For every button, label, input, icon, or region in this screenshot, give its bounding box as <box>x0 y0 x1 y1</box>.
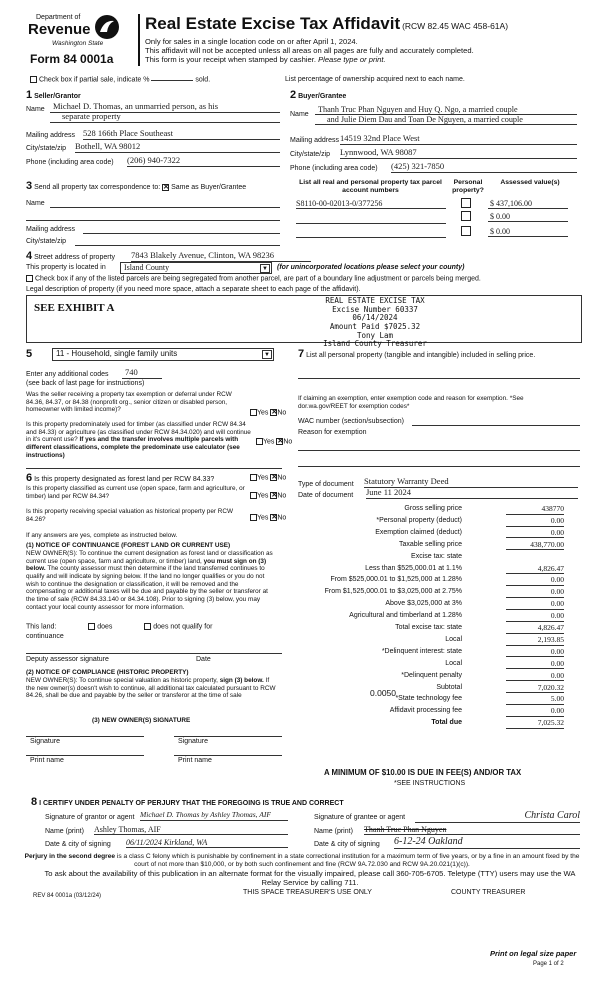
parcel-col1-header: List all real and personal property tax parcel account numbers <box>299 179 442 194</box>
personal-property-checkbox-2[interactable] <box>461 211 471 221</box>
buyer-city-label: City/state/zip <box>290 151 331 158</box>
q-timber: Is this property predominately used for timber (as classified under RCW 84.34 and 84.33) or agriculture (as classified under RCW 84.34.020) and will continue in it's current use? If yes and the transfer involves multiple parcels with different classifications, complete the predominate use calculator (see instructions) <box>26 421 251 459</box>
same-as-buyer-checkbox[interactable] <box>162 184 169 191</box>
fin-row <box>296 684 564 694</box>
parcel-account-3[interactable] <box>296 237 446 238</box>
partial-sale-percent[interactable] <box>151 80 193 81</box>
this-land-row: This land: does does not qualify for <box>26 623 213 631</box>
deputy-date-label: Date <box>196 656 211 663</box>
corr-name-line[interactable] <box>50 207 280 208</box>
certify-heading: 8 I CERTIFY UNDER PENALTY OF PERJURY THAT THE FOREGOING IS TRUE AND CORRECT <box>31 796 344 808</box>
q-historic-answer: Yes ✕ No <box>250 514 286 522</box>
logo-name: Revenue <box>28 21 91 38</box>
personal-property-checkbox-3[interactable] <box>461 226 471 236</box>
fin-label: Less than $525,000.01 at 1.1% <box>365 564 462 572</box>
fin-value[interactable]: 5.00 <box>506 695 564 705</box>
buyer-mailing[interactable]: 14519 32nd Place West <box>340 134 577 145</box>
grantee-sig-label: Signature of grantee or agent <box>314 814 406 821</box>
doc-date-label: Date of document <box>298 492 354 499</box>
fin-value[interactable]: 0.00 <box>506 648 564 658</box>
timber-yes-checkbox[interactable] <box>256 438 263 445</box>
treasurer-use-only: THIS SPACE TREASURER'S USE ONLY <box>243 889 372 896</box>
fin-value[interactable]: 0.00 <box>506 600 564 610</box>
wac-label: WAC number (section/subsection) <box>298 418 404 425</box>
section5-divider <box>26 468 282 469</box>
rev-number: REV 84 0001a (03/12/24) <box>33 893 102 899</box>
county-select[interactable]: Island County ▼ <box>120 262 272 274</box>
corr-name-label: Name <box>26 200 45 207</box>
notice-continuance-text: NEW OWNER(S): To continue the current designation as forest land or classification as current use (open space, farm and agriculture, or timber) land, you must sign on (3) below. The county assessor must then determine if the land transferred continues to qualify and will indicate by signing below. If the land no longer qualifies or you do not wish to continue the designation or classification, it will be removed and the compensating or additional taxes will be due and payable by the seller or transferor at the time of sale (RCW 84.33.140 or 84.34.108). Prior to signing (3) below, you may contact your local county assessor for more information. <box>26 550 273 611</box>
fin-row <box>296 517 564 527</box>
fin-row <box>296 660 564 670</box>
forest-no-checkbox[interactable] <box>270 474 277 481</box>
parcel-personal-3 <box>461 226 471 236</box>
deputy-sig-label: Deputy assessor signature <box>26 656 109 663</box>
parcel-value-2[interactable]: $ 0.00 <box>488 212 568 222</box>
owner-sig-line-2[interactable] <box>174 736 282 737</box>
section5-number: 5 <box>26 348 33 360</box>
fin-row <box>296 636 564 646</box>
notice-compliance-heading: (2) NOTICE OF COMPLIANCE (HISTORIC PROPERTY) <box>26 669 189 676</box>
fin-label: Above $3,025,000 at 3% <box>385 600 462 608</box>
revenue-logo-icon <box>94 14 120 40</box>
personal-property-checkbox-1[interactable] <box>461 198 471 208</box>
minimum-note: A MINIMUM OF $10.00 IS DUE IN FEE(S) AND/OR TAX <box>324 768 522 777</box>
parcel-value-1[interactable]: $ 437,106.00 <box>488 199 568 209</box>
q-current-use-answer: Yes ✕ No <box>250 492 286 500</box>
deputy-sig-line[interactable] <box>26 653 282 654</box>
owner-print-line-2[interactable] <box>174 755 282 756</box>
buyer-name-line2[interactable]: and Julie Diem Dau and Toan De Nguyen, a married couple <box>315 115 577 125</box>
logo-state: Washington State <box>52 40 104 47</box>
land-use-select[interactable]: 11 - Household, single family units ▼ <box>52 348 274 361</box>
q-timber-answer: Yes ✕ No <box>256 438 292 446</box>
fin-label: Gross selling price <box>404 505 462 512</box>
seller-phone-label: Phone (including area code) <box>26 159 114 166</box>
property-located-label: This property is located in <box>26 264 106 271</box>
legal-description-label: Legal description of property (if you need more space, attach a separate sheet to each page of the affidavit). <box>26 286 361 293</box>
fin-value[interactable]: 4,826.47 <box>506 624 564 634</box>
logo-dept: Department of <box>36 14 81 21</box>
grantor-sig-label: Signature of grantor or agent <box>45 814 135 821</box>
fin-label: Total due <box>431 719 462 727</box>
buyer-name-line1[interactable]: Thanh Truc Phan Nguyen and Huy Q. Ngo, a married couple <box>315 105 577 115</box>
buyer-phone-label: Phone (including area code) <box>290 165 378 172</box>
fin-row <box>296 648 564 658</box>
grantor-date-city[interactable]: 06/11/2024 Kirkland, WA <box>126 838 288 848</box>
county-treasurer-label: COUNTY TREASURER <box>451 889 526 896</box>
historic-yes-checkbox[interactable] <box>250 514 257 521</box>
buyer-heading: 2 Buyer/Grantee <box>290 89 347 101</box>
seller-city-label: City/state/zip <box>26 145 67 152</box>
fin-label: *State technology fee <box>395 695 462 703</box>
fin-value[interactable]: 7,025.32 <box>506 719 564 729</box>
seller-city[interactable]: Bothell, WA 98012 <box>75 142 280 153</box>
grantee-name[interactable]: Thanh Truc Phan Nguyen <box>364 825 580 835</box>
grantor-name[interactable]: Ashley Thomas, AIF <box>94 825 288 835</box>
land-does-not-checkbox[interactable] <box>144 623 151 630</box>
treasurer-stamp: REAL ESTATE EXCISE TAX Excise Number 60337 06/14/2024 Amount Paid $7025.32 Tony Lam Island County Treasurer <box>323 296 427 349</box>
owner-sig-label-2: Signature <box>178 738 208 745</box>
local-rate: 0.0050 <box>370 688 396 698</box>
owner-print-label-1: Print name <box>30 757 64 764</box>
fin-label: Total excise tax: state <box>395 624 462 631</box>
ownership-note: List percentage of ownership acquired next to each name. <box>285 76 465 83</box>
parcel-col3-header: Assessed value(s) <box>500 179 560 186</box>
fin-row <box>296 588 564 598</box>
grantee-signature[interactable]: Christa Carol <box>415 810 580 823</box>
exemption-no-checkbox[interactable] <box>270 409 277 416</box>
exemption-yes-checkbox[interactable] <box>250 409 257 416</box>
perjury-notice: Perjury in the second degree is a class C felony which is punishable by confinement in a state correctional institution for a maximum term of five years, or by a fine in an amount fixed by the court of not more than $10,000, or by both such confinement and fine (RCW 9A.72.030 and RCW 9A.20.021(1)(c)). <box>24 853 580 868</box>
additional-codes-label: Enter any additional codes <box>26 371 109 378</box>
fin-row <box>296 529 564 539</box>
q-exemption-answer: Yes ✕ No <box>250 409 286 417</box>
parcel-personal-2 <box>461 211 471 221</box>
parcel-account-2[interactable] <box>296 223 446 224</box>
fin-value[interactable]: 0.00 <box>506 672 564 682</box>
buyer-city[interactable]: Lynnwood, WA 98087 <box>340 148 577 159</box>
fin-label: Local <box>445 635 462 643</box>
fin-value[interactable]: 7,020.32 <box>506 684 564 694</box>
fin-value[interactable]: 438,770.00 <box>506 541 564 551</box>
doc-type-label: Type of document <box>298 481 354 488</box>
seller-heading: 1 Seller/Grantor <box>26 89 81 101</box>
county-note: (for unincorporated locations please select your county) <box>277 264 465 271</box>
chevron-down-icon[interactable]: ▼ <box>260 264 270 273</box>
seller-name-line2[interactable]: separate property <box>50 112 280 123</box>
parcel-personal-1 <box>461 198 471 208</box>
fin-row <box>296 672 564 682</box>
current-use-yes-checkbox[interactable] <box>250 492 257 499</box>
buyer-mailing-label: Mailing address <box>290 137 340 144</box>
legal-description: SEE EXHIBIT A <box>34 302 115 314</box>
fin-row <box>296 624 564 634</box>
correspondence-heading: 3 Send all property tax correspondence to: ✕ Same as Buyer/Grantee <box>26 180 246 193</box>
header-sub2: This affidavit will not be accepted unless all areas on all pages are fully and accurately completed. <box>145 46 474 55</box>
fin-label: *Delinquent penalty <box>401 671 462 679</box>
fin-value[interactable]: 0.00 <box>506 576 564 586</box>
corr-name-line2[interactable] <box>26 220 280 221</box>
fin-label: From $1,525,000.01 to $3,025,000 at 2.75% <box>324 588 462 596</box>
land-does-checkbox[interactable] <box>88 623 95 630</box>
owner-print-label-2: Print name <box>178 757 212 764</box>
page-number: Page 1 of 2 <box>533 961 564 967</box>
fin-label: Exemption claimed (deduct) <box>375 528 462 536</box>
see-instructions: *SEE INSTRUCTIONS <box>394 780 466 787</box>
parcel-value-3[interactable]: $ 0.00 <box>488 227 568 237</box>
fin-label: From $525,000.01 to $1,525,000 at 1.28% <box>330 576 462 584</box>
partial-sale-row: Check box if partial sale, indicate % sold. <box>30 76 210 84</box>
corr-mailing-label: Mailing address <box>26 226 76 233</box>
fin-label: Agricultural and timberland at 1.28% <box>349 612 462 620</box>
section7-row: 7 List all personal property (tangible and intangible) included in selling price. <box>298 348 536 360</box>
header-sub1: Only for sales in a single location code on or after April 1, 2024. <box>145 37 358 46</box>
fin-value[interactable]: 438770 <box>506 505 564 515</box>
fin-row <box>296 719 564 729</box>
fin-row <box>296 553 564 563</box>
fin-value[interactable]: 4,826.47 <box>506 565 564 575</box>
corr-city-label: City/state/zip <box>26 238 67 245</box>
current-use-no-checkbox[interactable] <box>270 492 277 499</box>
property-street[interactable]: 7843 Blakely Avenue, Clinton, WA 98236 <box>131 251 311 262</box>
fin-label: Subtotal <box>436 683 462 691</box>
grantee-date-city[interactable]: 6-12-24 Oakland <box>394 836 580 849</box>
forest-yes-checkbox[interactable] <box>250 474 257 481</box>
seller-mailing-label: Mailing address <box>26 132 76 139</box>
header-divider <box>138 14 140 66</box>
corr-mailing-line[interactable] <box>83 233 280 234</box>
form-rcw: (RCW 82.45 WAC 458-61A) <box>402 21 509 31</box>
fin-value[interactable]: 0.00 <box>506 660 564 670</box>
timber-no-checkbox[interactable] <box>276 438 283 445</box>
historic-no-checkbox[interactable] <box>270 514 277 521</box>
fin-label: *Delinquent interest: state <box>381 647 462 655</box>
fin-value[interactable]: 2,193.85 <box>506 636 564 646</box>
fin-value[interactable]: 0.00 <box>506 588 564 598</box>
parcel-account-1[interactable]: S8110-00-02013-0/377256 <box>296 199 446 209</box>
new-owner-sig-heading: (3) NEW OWNER(S) SIGNATURE <box>92 717 191 724</box>
header-sub3: This form is your receipt when stamped by cashier. Please type or print. <box>145 55 386 64</box>
form-number: Form 84 0001a <box>30 52 114 66</box>
form-title-block <box>145 14 585 34</box>
exemption-claim-text: If claiming an exemption, enter exemption code and reason for exemption. *See dor.wa.gov/REET for exemption codes* <box>298 395 524 410</box>
fin-label: Affidavit processing fee <box>389 707 462 715</box>
personal-property-line-1[interactable] <box>298 378 580 379</box>
fin-row <box>296 707 564 717</box>
owner-sig-line-1[interactable] <box>26 736 144 737</box>
fin-value[interactable]: 0.00 <box>506 707 564 717</box>
fin-label: Local <box>445 659 462 667</box>
owner-sig-label-1: Signature <box>30 738 60 745</box>
print-legal-note: Print on legal size paper <box>490 949 577 958</box>
reason-line-2[interactable] <box>298 466 580 467</box>
form-title: Real Estate Excise Tax Affidavit <box>145 14 401 33</box>
corr-city-line[interactable] <box>75 245 280 246</box>
if-yes-note: If any answers are yes, complete as instructed below. <box>26 532 178 539</box>
wac-line[interactable] <box>412 425 580 426</box>
buyer-name-label: Name <box>290 111 309 118</box>
additional-codes[interactable]: 740 <box>122 368 162 379</box>
fin-row <box>296 505 564 515</box>
notice-compliance-text: NEW OWNER(S): To continue special valuation as historic property, sign (3) below. If the new owner(s) doesn't wish to continue, all additional tax calculated pursuant to RCW 84.26, shall be due and payable by the seller or transferor at the time of sale <box>26 677 276 700</box>
seller-phone[interactable]: (206) 940-7322 <box>127 156 280 167</box>
grantee-name-label: Name (print) <box>314 828 353 835</box>
grantor-date-label: Date & city of signing <box>45 841 111 848</box>
fin-row <box>296 612 564 622</box>
fin-value[interactable]: 0.00 <box>506 517 564 527</box>
doc-type[interactable]: Statutory Warranty Deed <box>364 477 578 488</box>
partial-sale-checkbox[interactable] <box>30 76 37 83</box>
reason-label: Reason for exemption <box>298 429 367 436</box>
reason-line-1[interactable] <box>298 450 580 451</box>
codes-note: (see back of last page for instructions) <box>26 380 145 387</box>
notice-continuance-heading: (1) NOTICE OF CONTINUANCE (FOREST LAND OR CURRENT USE) <box>26 542 231 549</box>
fin-row <box>296 541 564 551</box>
fin-row <box>296 600 564 610</box>
continuance-label: continuance <box>26 633 64 640</box>
owner-print-line-1[interactable] <box>26 755 144 756</box>
fin-value[interactable]: 0.00 <box>506 612 564 622</box>
q-exemption: Was the seller receiving a property tax exemption or deferral under RCW 84.36, 84.37, or 84.38 (nonprofit org., senior citizen or disabled person, homeowner with limited income)? <box>26 391 232 414</box>
q-forest: 6 Is this property designated as forest land per RCW 84.33? <box>26 472 215 484</box>
grantor-signature[interactable]: Michael D. Thomas by Ashley Thomas, AIF <box>140 811 288 821</box>
fin-value[interactable]: 0.00 <box>506 529 564 539</box>
segregated-row: Check box if any of the listed parcels are being segregated from another parcel, are part of a boundary line adjustment or parcels being merged. <box>26 275 481 283</box>
q-current-use: Is this property classified as current use (open space, farm and agriculture, or timber) land per RCW 84.34? <box>26 485 245 500</box>
fin-row <box>296 576 564 586</box>
fin-row <box>296 695 564 705</box>
property-street-row: 4 Street address of property <box>26 250 116 262</box>
grantee-date-label: Date & city of signing <box>314 841 380 848</box>
fin-row <box>296 565 564 575</box>
alt-format-notice: To ask about the availability of this publication in an alternate format for the visually impaired, please call 360-705-6705. Teletype (TTY) users may use the WA Relay Service by calling 711. <box>44 869 576 888</box>
doc-date[interactable]: June 11 2024 <box>366 488 578 499</box>
seller-name-line1[interactable]: Michael D. Thomas, an unmarried person, as his <box>50 102 280 113</box>
parcel-col2-header: Personal property? <box>452 179 484 194</box>
fin-label: Excise tax: state <box>411 552 462 560</box>
q-forest-answer: Yes ✕ No <box>250 474 286 482</box>
fin-label: *Personal property (deduct) <box>376 516 462 524</box>
seller-mailing[interactable]: 528 166th Place Southeast <box>83 129 280 140</box>
q-historic: Is this property receiving special valuation as historical property per RCW 84.26? <box>26 508 234 523</box>
segregated-checkbox[interactable] <box>26 275 33 282</box>
seller-name-label: Name <box>26 106 45 113</box>
chevron-down-icon[interactable]: ▼ <box>262 350 272 359</box>
fin-label: Taxable selling price <box>398 540 462 548</box>
grantor-name-label: Name (print) <box>45 828 84 835</box>
buyer-phone[interactable]: (425) 321-7850 <box>391 162 577 173</box>
